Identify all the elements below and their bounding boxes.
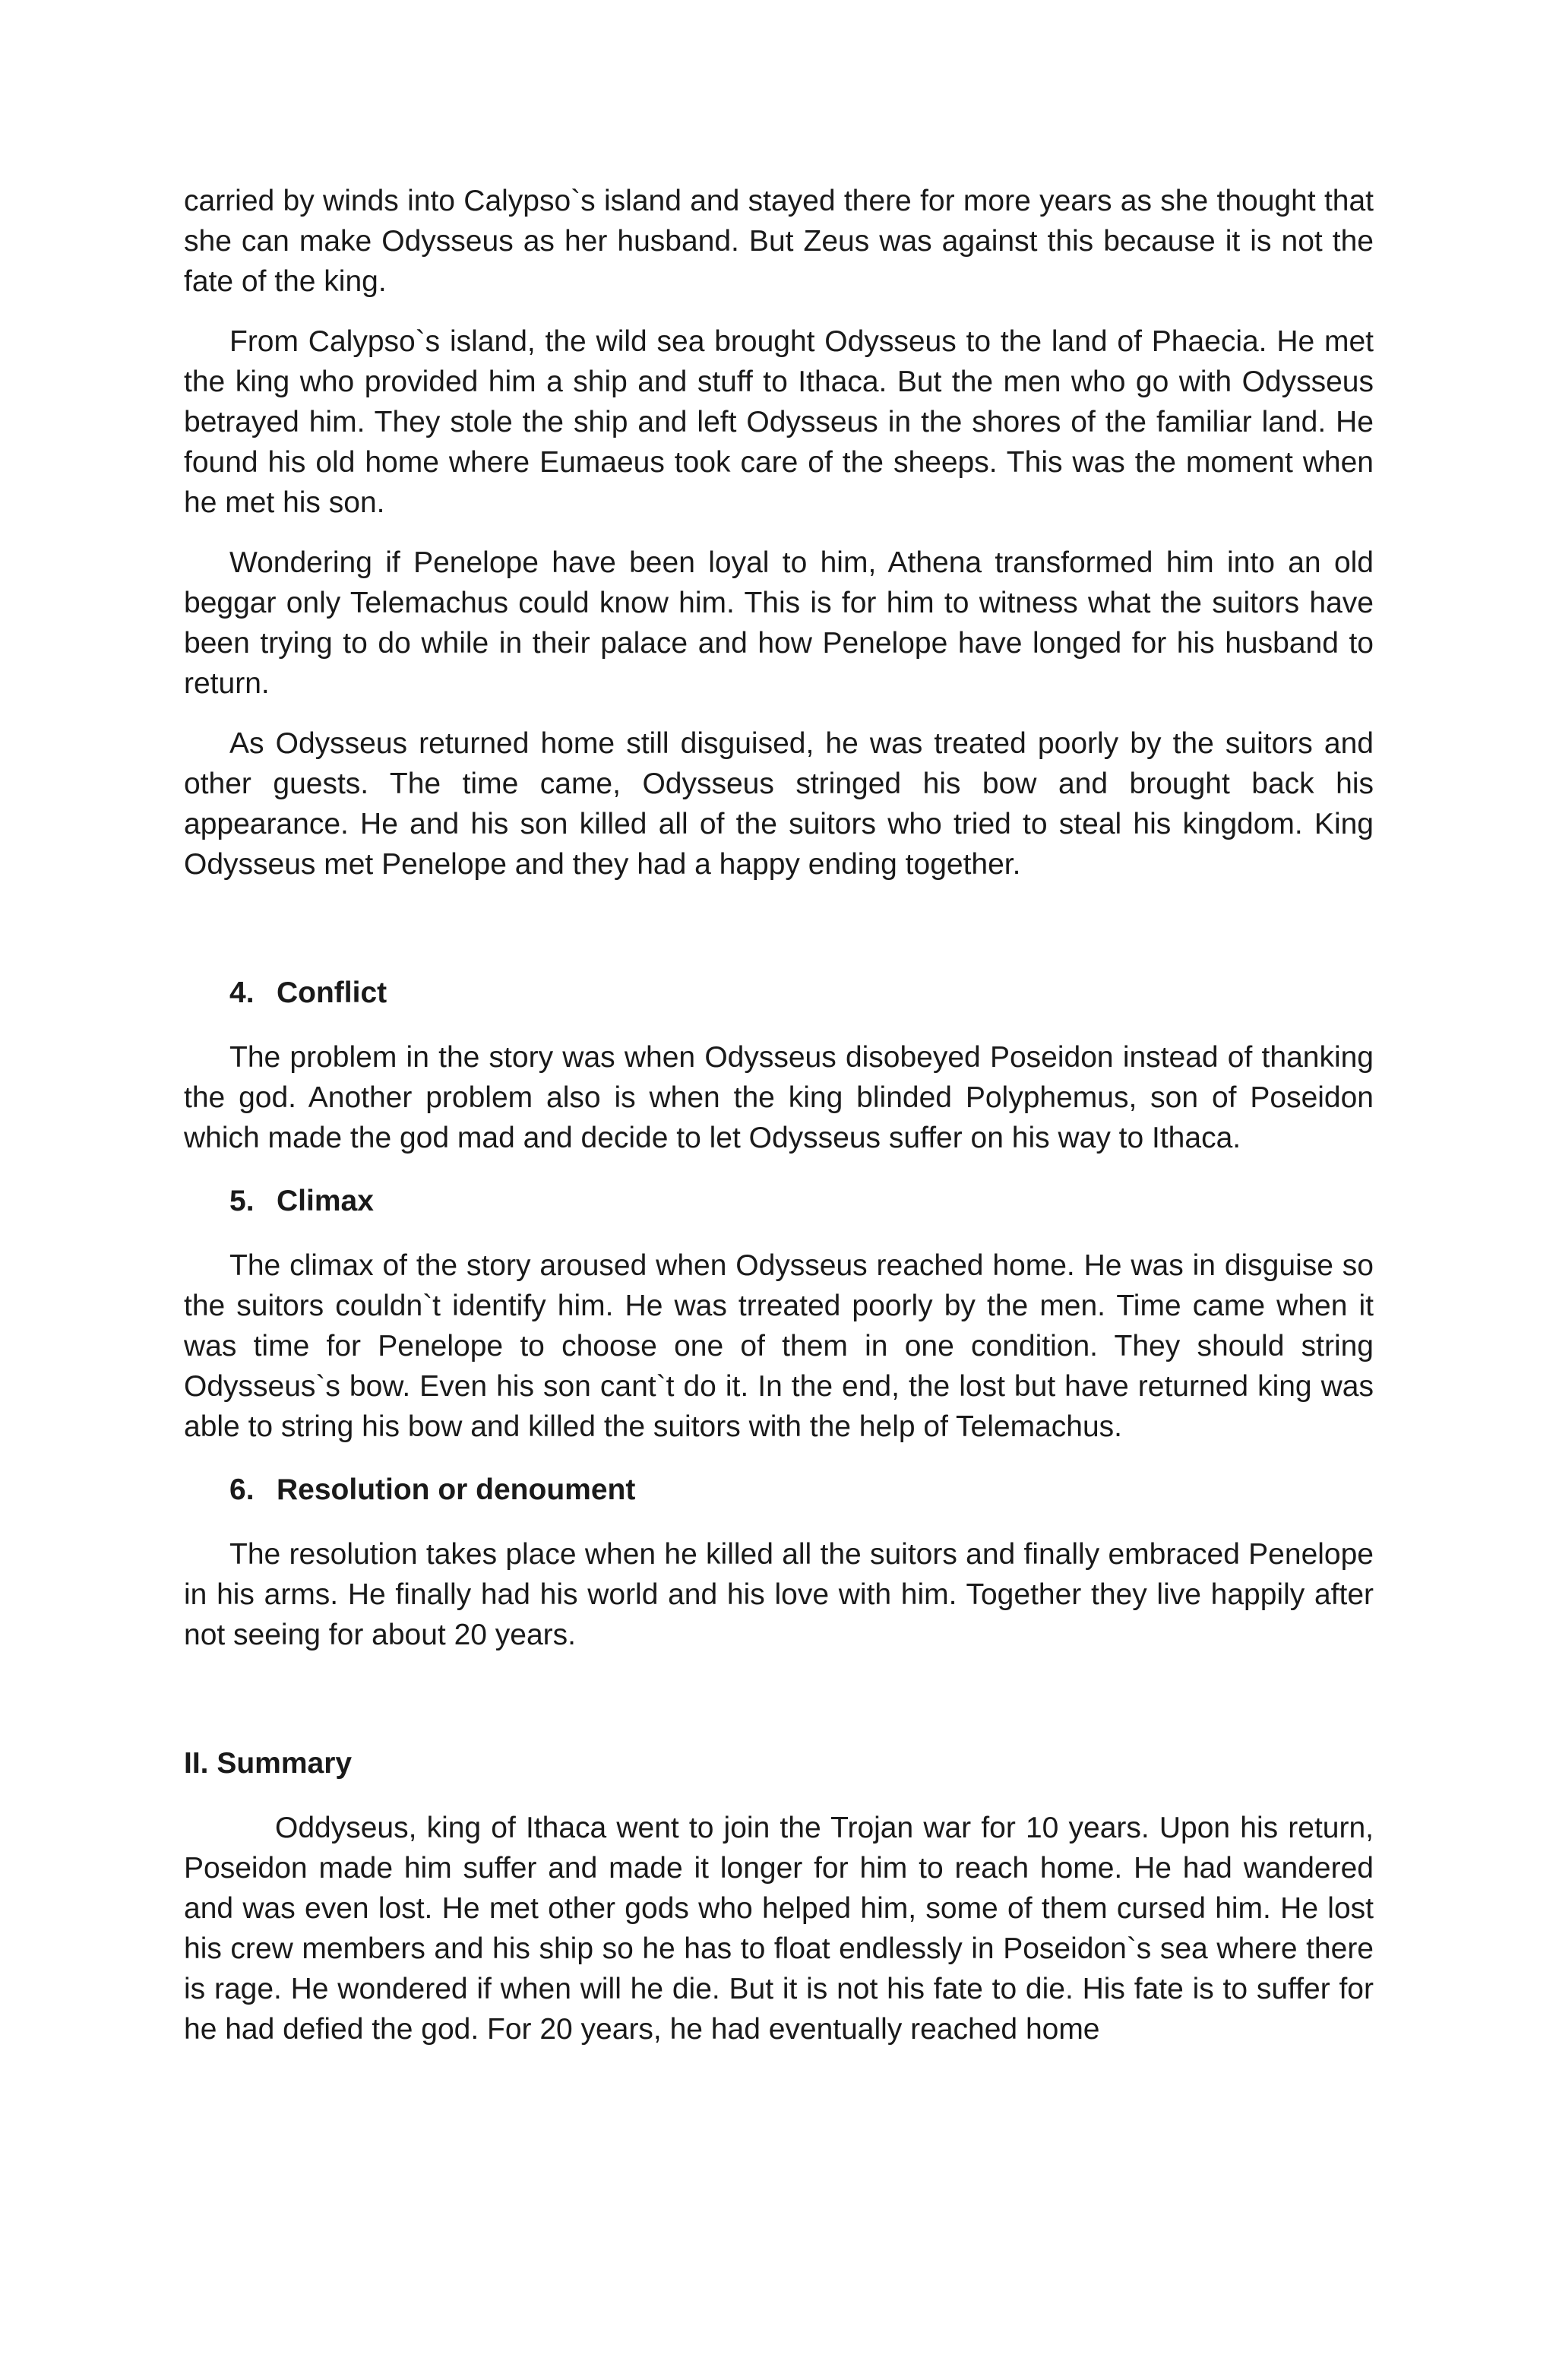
intro-paragraph-4: As Odysseus returned home still disguised, he was treated poorly by the suitors and other guests. The time came, Odysseus stringed his bow and brought back his appearance. He and his son killed all of the suitors who tried to steal his kingdom. King Odysseus met Penelope and they had a happy ending together. bbox=[184, 727, 1374, 881]
intro-paragraph-1: carried by winds into Calypso`s island and stayed there for more years as she thought that she can make Odysseus as her husband. But Zeus was against this because it is not the fate of the king. bbox=[184, 185, 1374, 298]
section-text-resolution: The resolution takes place when he killed all the suitors and finally embraced Penelope in his arms. He finally had his world and his love with him. Together they live happily after not seeing for about 20 years. bbox=[184, 1538, 1374, 1651]
section-text-climax: The climax of the story aroused when Odysseus reached home. He was in disguise so the suitors couldn`t identify him. He was trreated poorly by the men. Time came when it was time for Penelope to choose one of them in one condition. They should string Odysseus`s bow. Even his son cant`t do it. In the end, the lost but have returned king was able to string his bow and killed the suitors with the help of Telemachus. bbox=[184, 1249, 1374, 1443]
section-heading-resolution bbox=[184, 1470, 1374, 1510]
intro-paragraph-2: From Calypso`s island, the wild sea brought Odysseus to the land of Phaecia. He met the king who provided him a ship and stuff to Ithaca. But the men who go with Odysseus betrayed him. They stole the ship and left Odysseus in the shores of the familiar land. He found his old home where Eumaeus took care of the sheeps. This was the moment when he met his son. bbox=[184, 325, 1374, 519]
section-title: Conflict bbox=[277, 976, 387, 1009]
intro-paragraph-3: Wondering if Penelope have been loyal to him, Athena transformed him into an old beggar only Telemachus could know him. This is for him to witness what the suitors have been trying to do while in their palace and how Penelope have longed for his husband to return. bbox=[184, 546, 1374, 700]
section-title: Climax bbox=[277, 1185, 374, 1217]
section-text-conflict: The problem in the story was when Odysseus disobeyed Poseidon instead of thanking the god. Another problem also is when the king blinded Polyphemus, son of Poseidon which made the god mad and decide to let Odysseus suffer on his way to Ithaca. bbox=[184, 1041, 1374, 1154]
section-number: 5. bbox=[229, 1185, 255, 1217]
document-page bbox=[184, 181, 1374, 2049]
section-heading-conflict bbox=[184, 973, 1374, 1013]
summary-text: Oddyseus, king of Ithaca went to join the Trojan war for 10 years. Upon his return, Poseidon made him suffer and made it longer for him to reach home. He had wandered and was even lost. He met other gods who helped him, some of them cursed him. He lost his crew members and his ship so he has to float endlessly in Poseidon`s sea where there is rage. He wondered if when will he die. But it is not his fate to die. His fate is to suffer for he had defied the god. For 20 years, he had eventually reached home bbox=[184, 1812, 1374, 2046]
summary-heading: II. Summary bbox=[184, 1747, 353, 1780]
section-title: Resolution or denoument bbox=[277, 1473, 636, 1506]
section-heading-climax bbox=[184, 1181, 1374, 1221]
section-number: 6. bbox=[229, 1473, 255, 1506]
section-number: 4. bbox=[229, 976, 255, 1009]
